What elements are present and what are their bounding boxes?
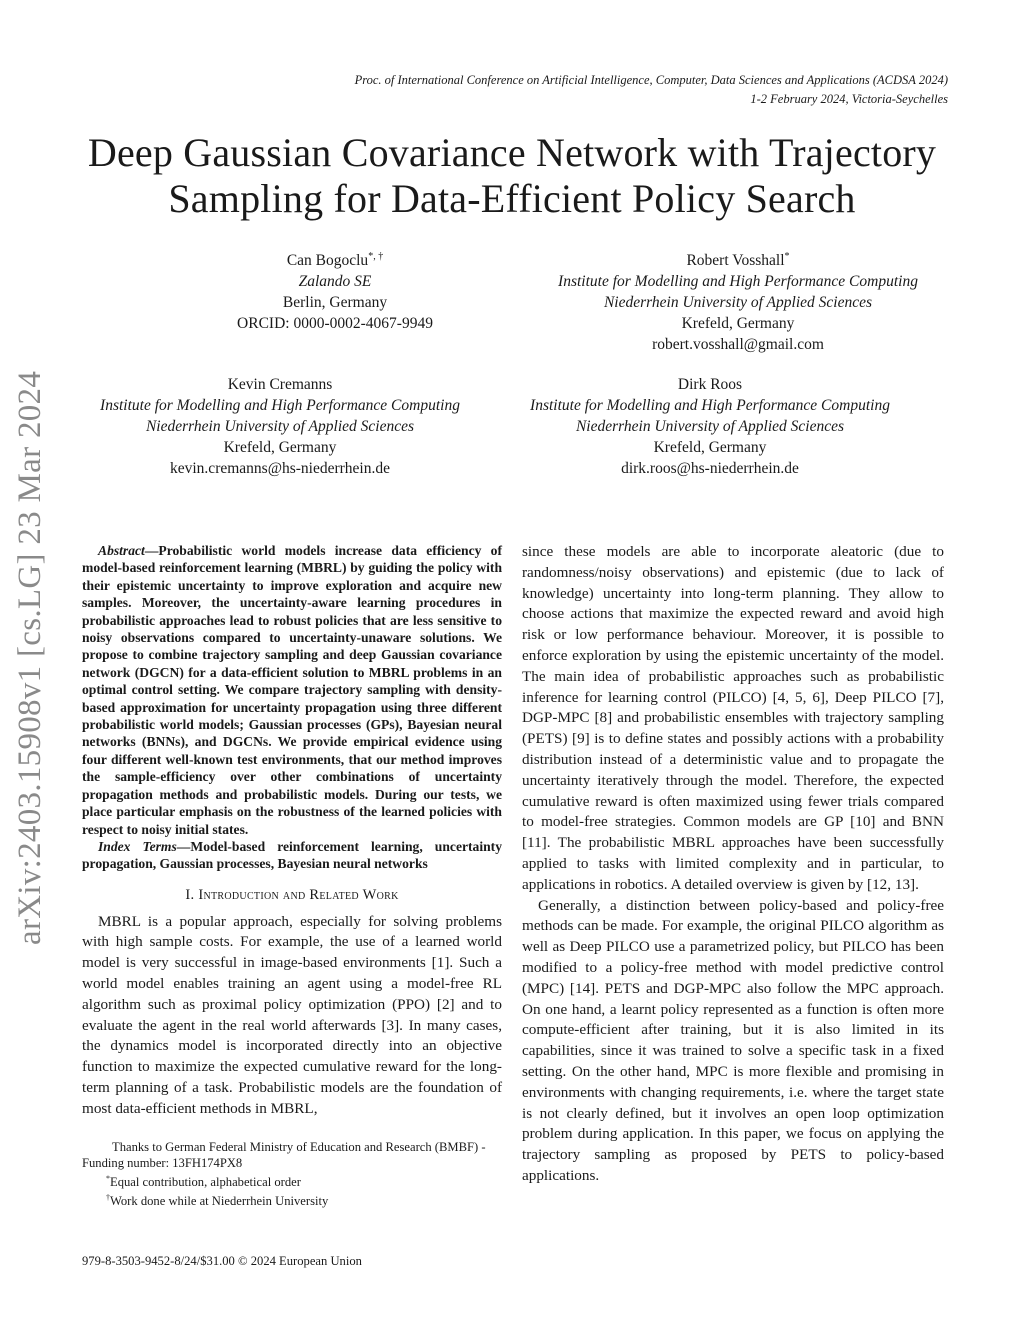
author-affiliation: Niederrhein University of Applied Sciences [575, 418, 845, 435]
author-affiliation: Zalando SE [298, 273, 372, 290]
arxiv-identifier: arXiv:2403.15908v1 [cs.LG] 23 Mar 2024 [12, 370, 48, 945]
left-column [82, 542, 502, 1119]
author-name: Dirk Roos [677, 376, 743, 393]
equal-contribution-footnote: *Equal contribution, alphabetical order [106, 1174, 301, 1190]
author-contact: ORCID: 0000-0002-4067-9949 [237, 315, 433, 332]
author-location: Krefeld, Germany [223, 439, 337, 456]
abstract: Abstract—Probabilistic world models increase data efficiency of model-based reinforcement learning (MBRL) by guiding the policy with their epistemic uncertainty to improve exploration and acquire new samples. Moreover, the uncertainty-aware learning procedures in probabilistic approaches lead to robust policies that are less sensitive to noisy observations compared to uncertainty-unaware solutions. We propose to combine trajectory sampling and deep Gaussian covariance network (DGCN) for a data-efficient solution to MBRL problems in an optimal control setting. We compare trajectory sampling with density-based approximation for uncertainty propagation using three different probabilistic world models; Gaussian processes (GPs), Bayesian neural networks (BNNs), and DGCNs. We provide empirical evidence using four different well-known test environments, that our method improves the sample-efficiency over other combinations of uncertainty propagation methods and probabilistic models. During our tests, we place particular emphasis on the robustness of the learned policies with respect to noisy initial states. [82, 543, 502, 837]
intro-paragraph: Generally, a distinction between policy-based and policy-free methods can be made. For example, the original PILCO algorithm as well as Deep PILCO use a parametrized policy, but PILCO has been modified to a policy-free method with model predictive control (MPC) [14]. PETS and DGP-MPC also follow the MPC approach. On one hand, a learnt policy represented as a function is often more compute-efficient after training, but it is also limited in its capabilities, since it was trained to solve a specific task in a fixed setting. On the other hand, MPC is more flexible and promising in environments with changing requirements, i.e. where the target state is not clearly defined, but it involves an open loop optimization problem during application. In this paper, we focus on applying the trajectory sampling as proposed by PETS to policy-based applications. [522, 896, 944, 1184]
author-affiliation: Niederrhein University of Applied Sciences [145, 418, 415, 435]
author-name: Robert Vosshall* [686, 250, 790, 269]
author-contact: kevin.cremanns@hs-niederrhein.de [170, 460, 390, 477]
author-contact: dirk.roos@hs-niederrhein.de [621, 460, 799, 477]
index-terms: Index Terms—Model-based reinforcement learning, uncertainty propagation, Gaussian processes, Bayesian neural networks [82, 838, 503, 872]
venue-line-1: Proc. of International Conference on Artificial Intelligence, Computer, Data Sciences and Applications (ACDSA 2024) [354, 73, 948, 87]
author-location: Krefeld, Germany [681, 315, 795, 332]
venue-line-2: 1-2 February 2024, Victoria-Seychelles [750, 92, 948, 106]
author-affiliation: Institute for Modelling and High Performance Computing [100, 397, 460, 414]
author-location: Berlin, Germany [282, 294, 388, 311]
title-line-1: Deep Gaussian Covariance Network with Trajectory [87, 130, 937, 175]
title-line-2: Sampling for Data-Efficient Policy Search [168, 176, 856, 221]
intro-paragraph: MBRL is a popular approach, especially for solving problems with high sample costs. For example, the use of a learned world model is very successful in image-based environments [1]. Such a world model enables training an agent using a model-free RL algorithm such as proximal policy optimization (PPO) [2] and to evaluate the agent in the real world afterwards [3]. In many cases, the dynamics model is incorporated directly into an objective function to maximize the expected cumulative reward for the long-term planning of a task. Probabilistic models are the foundation of most data-efficient methods in MBRL, [82, 912, 502, 1117]
author-name: Can Bogoclu*, † [286, 250, 384, 269]
author-location: Krefeld, Germany [653, 439, 767, 456]
author-name: Kevin Cremanns [227, 376, 333, 393]
author-contact: robert.vosshall@gmail.com [652, 336, 824, 353]
author-affiliation: Niederrhein University of Applied Sciences [603, 294, 873, 311]
work-footnote: †Work done while at Niederrhein University [106, 1193, 329, 1209]
right-column [522, 542, 944, 1187]
author-block-4 [492, 374, 928, 479]
intro-paragraph: since these models are able to incorporate aleatoric (due to randomness/noisy observations) and epistemic (due to lack of knowledge) uncertainty into long-term planning. They allow to choose actions that maximize the expected reward and avoid high risk or low performance behaviour. Moreover, it is possible to enforce exploration by using the epistemic uncertainty of the model. The main idea of probabilistic approaches such as probabilistic inference for learning control (PILCO) [4, 5, 6], Deep PILCO [7], DGP-MPC [8] and probabilistic ensembles with trajectory sampling (PETS) [9] is to define states and possibly actions with a probability distribution instead of a deterministic value and to propagate the uncertainty iteratively through the model. Therefore, the expected cumulative reward is often maximized using fewer trials compared to model-free strategies. Common models are GP [10] and BNN [11]. The probabilistic MBRL approaches have been successfully applied to tasks with limited complexity and in particular, to applications in robotics. A detailed overview is given by [12, 13]. [522, 543, 944, 893]
paper-title [0, 130, 1024, 222]
author-block-3 [60, 374, 500, 479]
author-block-2 [520, 250, 956, 355]
copyright-notice: 979-8-3503-9452-8/24/$31.00 © 2024 European Union [82, 1254, 362, 1268]
author-affiliation: Institute for Modelling and High Performance Computing [530, 397, 890, 414]
author-affiliation: Institute for Modelling and High Performance Computing [558, 273, 918, 290]
section-heading: I. Introduction and Related Work [185, 886, 399, 903]
author-block-1 [150, 250, 520, 334]
funding-footnote: Thanks to German Federal Ministry of Education and Research (BMBF) - Funding number: 13FH174PX8 [82, 1140, 486, 1170]
footnotes [82, 1139, 504, 1209]
